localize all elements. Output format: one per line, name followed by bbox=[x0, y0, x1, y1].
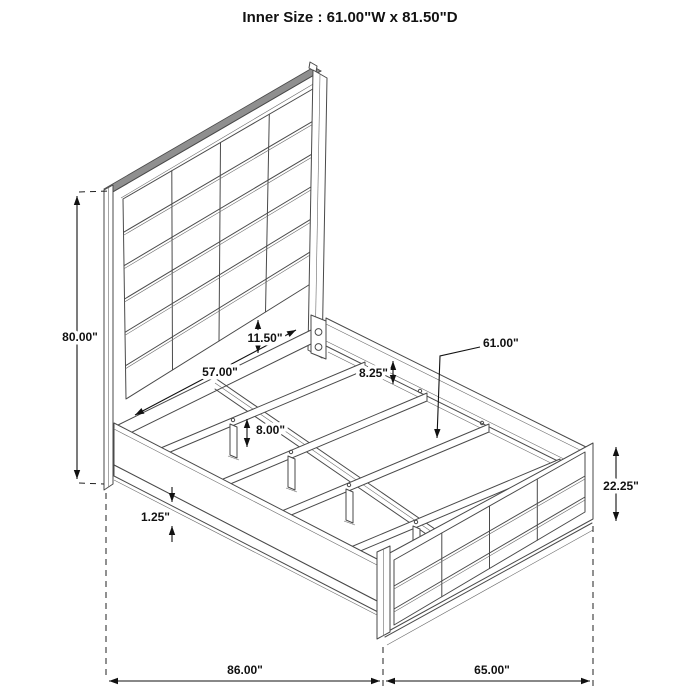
page-title: Inner Size : 61.00"W x 81.50"D bbox=[242, 9, 458, 26]
slat bbox=[156, 362, 365, 458]
dim-label-rail-lip: 1.25" bbox=[140, 510, 170, 524]
dim-label-slat-inner-width: 61.00" bbox=[483, 336, 519, 350]
dim-label-footboard-height: 22.25" bbox=[603, 479, 639, 493]
dimension-footboard-height bbox=[603, 447, 639, 521]
dim-label-overall-height: 80.00" bbox=[62, 330, 98, 344]
dim-label-headboard-panel-gap: 11.50" bbox=[247, 331, 283, 345]
dim-label-side-rail-height: 8.25" bbox=[358, 366, 388, 380]
footboard bbox=[377, 443, 593, 645]
side-rail-right bbox=[326, 318, 589, 482]
dim-label-overall-width: 65.00" bbox=[474, 663, 510, 677]
dim-label-overall-length: 86.00" bbox=[227, 663, 263, 677]
dimension-slat-leg-height bbox=[247, 419, 285, 447]
dimension-overall-height bbox=[62, 191, 110, 484]
dim-label-slat-leg-height: 8.00" bbox=[256, 423, 286, 437]
rail-bracket bbox=[311, 315, 326, 359]
slat bbox=[216, 393, 427, 490]
dim-label-headboard-inner-width: 57.00" bbox=[202, 365, 238, 379]
